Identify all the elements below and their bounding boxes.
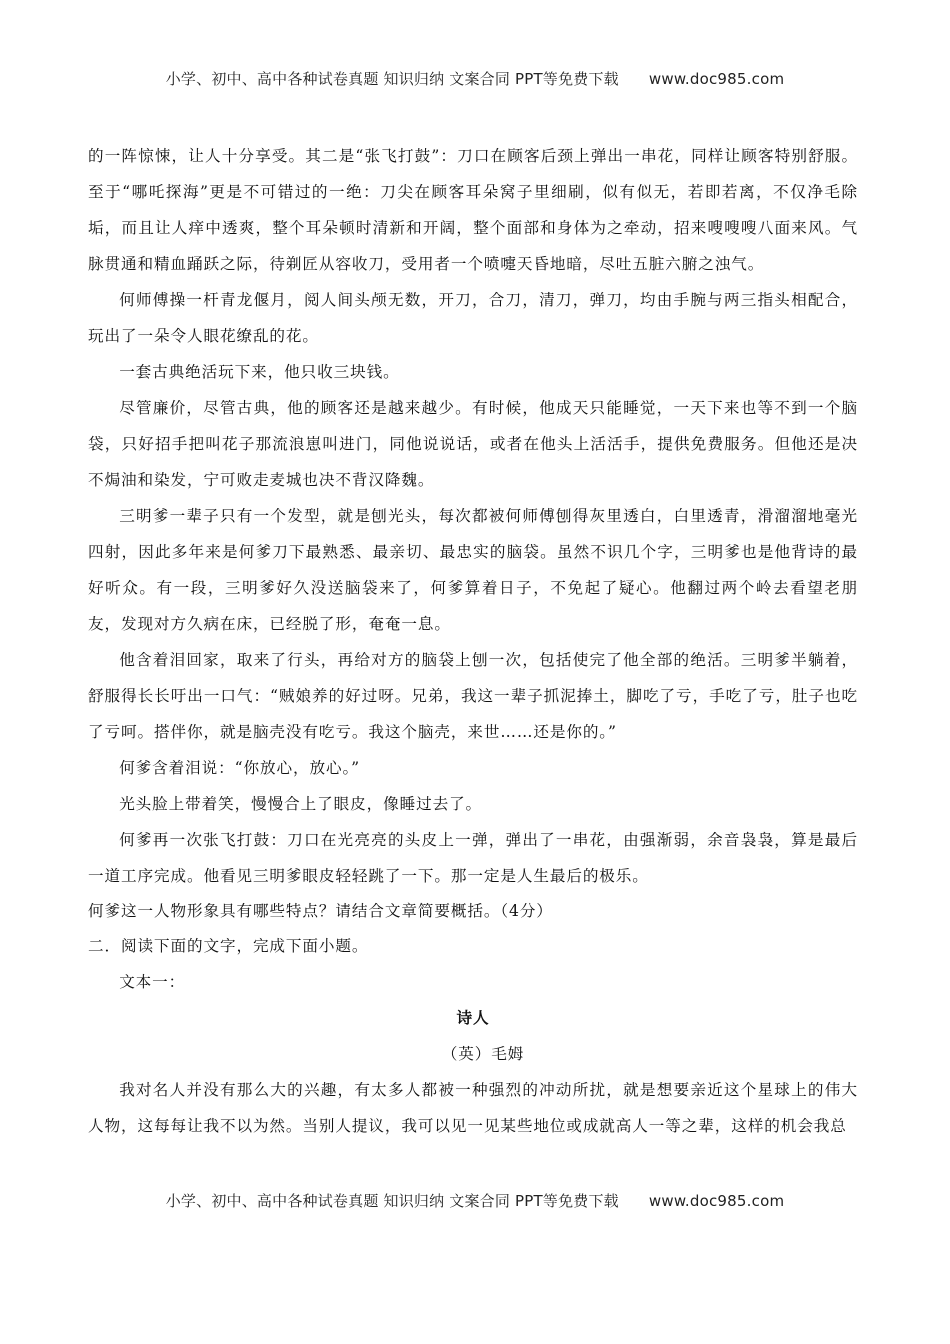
paragraph: 何爹含着泪说：“你放心，放心。” (119, 759, 361, 777)
text-one-label: 文本一： (119, 973, 186, 991)
paragraph: 尽管廉价，尽管古典，他的顾客还是越来越少。有时候，他成天只能睡觉，一天下来也等不到一个脑袋，只好招手把叫花子那流浪崽叫进门，同他说说话，或者在他头上活活手，提供免费服务。但他还是决不焗油和染发，宁可败走麦城也决不背汉降魏。 (88, 399, 858, 489)
page-header (0, 68, 950, 89)
paragraph: 一套古典绝活玩下来，他只收三块钱。 (119, 363, 400, 381)
article-title: 诗人 (456, 1008, 490, 1027)
question-text: 何爹这一人物形象具有哪些特点？请结合文章简要概括。（4分） (88, 902, 553, 920)
header-text: 小学、初中、高中各种试卷真题 知识归纳 文案合同 PPT等免费下载 (165, 70, 619, 88)
section-heading: 二．阅读下面的文字，完成下面小题。 (88, 937, 369, 955)
header-url[interactable]: www.doc985.com (648, 70, 785, 88)
article-author: （英）毛姆 (441, 1045, 525, 1063)
paragraph: 他含着泪回家，取来了行头，再给对方的脑袋上刨一次，包括使完了他全部的绝活。三明爹半躺着，舒服得长长吁出一口气：“贼娘养的好过呀。兄弟，我这一辈子抓泥捧土，脚吃了亏，手吃了亏，肚子也吃了亏呵。搭伴你，就是脑壳没有吃亏。我这个脑壳，来世……还是你的。” (88, 651, 858, 741)
paragraph: 何师傅操一杆青龙偃月，阅人间头颅无数，开刀，合刀，清刀，弹刀，均由手腕与两三指头相配合，玩出了一朵令人眼花缭乱的花。 (88, 291, 858, 345)
paragraph: 光头脸上带着笑，慢慢合上了眼皮，像睡过去了。 (119, 795, 483, 813)
footer-url[interactable]: www.doc985.com (648, 1192, 785, 1210)
page-footer (0, 1190, 950, 1211)
paragraph: 的一阵惊悚，让人十分享受。其二是“张飞打鼓”：刀口在顾客后颈上弹出一串花，同样让顾客特别舒服。至于“哪吒探海”更是不可错过的一绝：刀尖在顾客耳朵窝子里细刷，似有似无，若即若离，不仅净毛除垢，而且让人痒中透爽，整个耳朵顿时清新和开阔，整个面部和身体为之牵动，招来嗖嗖嗖八面来风。气脉贯通和精血踊跃之际，待剃匠从容收刀，受用者一个喷嚏天昏地暗，尽吐五脏六腑之浊气。 (88, 147, 858, 273)
document-body (88, 138, 858, 1144)
paragraph: 三明爹一辈子只有一个发型，就是刨光头，每次都被何师傅刨得灰里透白，白里透青，滑溜溜地毫光四射，因此多年来是何爹刀下最熟悉、最亲切、最忠实的脑袋。虽然不识几个字，三明爹也是他背诗的最好听众。有一段，三明爹好久没送脑袋来了，何爹算着日子，不免起了疑心。他翻过两个岭去看望老朋友，发现对方久病在床，已经脱了形，奄奄一息。 (88, 507, 858, 633)
article-paragraph: 我对名人并没有那么大的兴趣，有太多人都被一种强烈的冲动所扰，就是想要亲近这个星球上的伟大人物，这每每让我不以为然。当别人提议，我可以见一见某些地位或成就高人一等之辈，这样的机会我总 (88, 1081, 858, 1135)
paragraph: 何爹再一次张飞打鼓：刀口在光亮亮的头皮上一弹，弹出了一串花，由强渐弱，余音袅袅，算是最后一道工序完成。他看见三明爹眼皮轻轻跳了一下。那一定是人生最后的极乐。 (88, 831, 858, 885)
footer-text: 小学、初中、高中各种试卷真题 知识归纳 文案合同 PPT等免费下载 (165, 1192, 619, 1210)
